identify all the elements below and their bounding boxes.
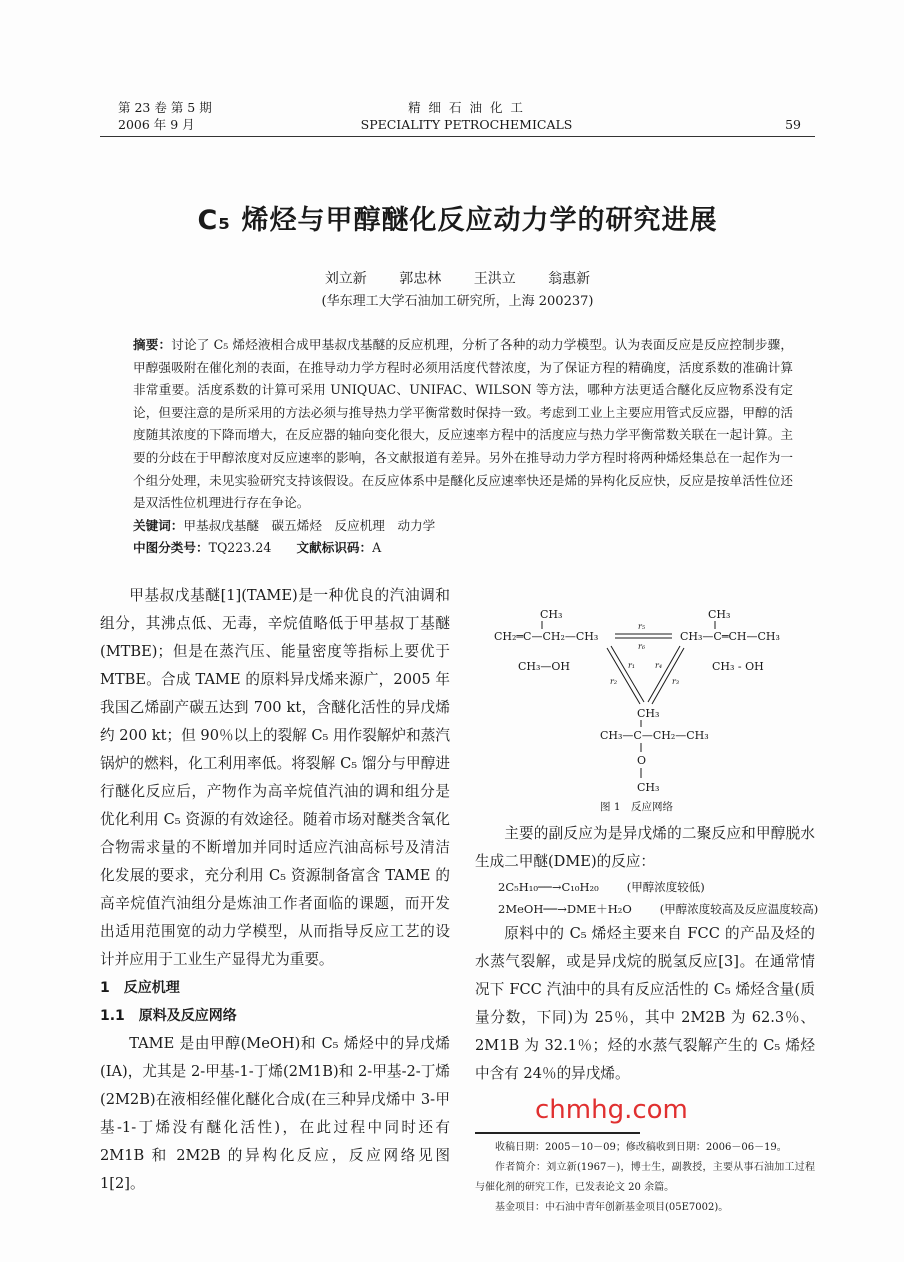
m1-methyl: CH₃: [540, 607, 563, 621]
abstract-label: 摘要：: [133, 337, 172, 352]
abstract: [133, 334, 793, 560]
section-heading: 1 反应机理: [100, 979, 180, 996]
equation-2: 2MeOH──→DME＋H₂O: [498, 901, 632, 916]
equation-1: 2C₅H₁₀──→C₁₀H₂₀: [498, 879, 599, 894]
intro-paragraph: 甲基叔戊基醚[1](TAME)是一种优良的汽油调和组分，其沸点低、无毒，辛烷值略低于甲基叔丁基醚(MTBE)；但是在蒸汽压、能量密度等指标上要优于 MTBE。合成 TAME 的原料异戊烯来源广，2005 年我国乙烯副产碳五达到 700 kt，含醚化活性的异戊烯约 200 kt；但 90％以上的裂解 C₅ 用作裂解炉和蒸汽锅炉的燃料，化工利用率低。将裂解 C₅ 馏分与甲醇进行醚化反应后，产物作为高辛烷值汽油的调和组分是优化利用 C₅ 资源的有效途径。随着市场对醚类含氧化合物需求量的不断增加并同时适应汽油高标号及清洁化发展的要求，充分利用 C₅ 资源制备富含 TAME 的高辛烷值汽油组分是炼油工作者面临的课题，而开发出适用范围宽的动力学模型，从而指导反应工艺的设计并应用于工业生产显得尤为重要。: [100, 586, 450, 968]
equation-dme: [475, 898, 819, 920]
issue-info: [100, 99, 318, 133]
abstract-text: 讨论了 C₅ 烯烃液相合成甲基叔戊基醚的反应机理，分析了各种的动力学模型。认为表面反应是反应控制步骤，甲醇强吸附在催化剂的表面，在推导动力学方程时必须用活度代替浓度，为了保证方程的精确度，活度系数的准确计算非常重要。活度系数的计算可采用 UNIQUAC、UNIFAC、WILSON 等方法，哪种方法更适合醚化反应物系没有定论，但要注意的是所采用的方法必须与推导热力学平衡常数时保持一致。考虑到工业上主要应用管式反应器，甲醇的活度随其浓度的下降而增大，在反应器的轴向变化很大，反应速率方程中的活度应与热力学平衡常数关联在一起计算。主要的分歧在于甲醇浓度对反应速率的影响，各文献报道有差异。另外在推导动力学方程时将两种烯烃集总在一起作为一个组分处理，未见实验研究支持该假设。在反应体系中是醚化反应速率快还是烯的异构化反应快，反应是按单活性位还是双活性位机理进行存在争论。: [133, 337, 793, 511]
clc-label: 中图分类号：: [133, 540, 209, 556]
journal-name: [361, 99, 573, 133]
methoxy-methyl: CH₃: [637, 780, 660, 794]
fund-info: 基金项目：中石油中青年创新基金项目(05E7002)。: [495, 1201, 729, 1213]
keywords: 甲基叔戊基醚 碳五烯烃 反应机理 动力学: [183, 517, 436, 533]
molecule-2m1b: CH₂═C—CH₂—CH₃: [494, 629, 599, 643]
feedstock-paragraph: 原料中的 C₅ 烯烃主要来自 FCC 的产品及烃的水蒸气裂解，或是异戊烷的脱氢反应[3]。在通常情况下 FCC 汽油中的具有反应活性的 C₅ 烯烃含量(质量分数，下同)为 25％，其中 2M2B 为 62.3％、2M1B 为 32.1％；烃的水蒸气裂解产生的 C₅ 烯烃中含有 24％的异戊烯。: [475, 924, 815, 1082]
right-column: [475, 582, 819, 1218]
running-header: [100, 99, 815, 137]
page-number: 59: [785, 117, 801, 132]
molecule-2m2b: CH₃—C═CH—CH₃: [680, 629, 780, 643]
doc-code-label: 文献标识码：: [296, 540, 373, 556]
footnotes: [475, 1138, 815, 1218]
clc-number: TQ223.24: [208, 540, 272, 556]
rate-r5: r₅: [638, 621, 646, 631]
equation-2-note: (甲醇浓度较高及反应温度较高): [659, 901, 819, 916]
affiliation: (华东理工大学石油加工研究所，上海 200237): [321, 294, 594, 309]
side-reaction-paragraph: 主要的副反应为是异戊烯的二聚反应和甲醇脱水生成二甲醚(DME)的反应：: [475, 824, 815, 870]
methanol-right: CH₃ - OH: [712, 659, 764, 673]
paper-title: C₅ 烯烃与甲醇醚化反应动力学的研究进展: [197, 205, 718, 236]
reaction-network-figure: [480, 596, 810, 816]
rate-r1: r₁: [628, 660, 636, 670]
equation-1-note: (甲醇浓度较低): [626, 879, 705, 894]
rate-r3: r₃: [672, 676, 680, 686]
ether-oxygen: O: [637, 753, 647, 767]
rate-r6: r₆: [638, 641, 646, 651]
rate-r4: r₄: [655, 660, 663, 670]
figure-caption: 图 1 反应网络: [600, 800, 674, 813]
tame-methyl: CH₃: [637, 706, 660, 720]
authors: 刘立新 郭忠林 王洪立 翁惠新: [324, 271, 591, 287]
equation-dimerization: [475, 876, 815, 898]
volume: 第 23 卷 第 5 期: [118, 100, 212, 115]
molecule-tame: CH₃—C—CH₂—CH₃: [600, 728, 709, 742]
doc-code: A: [372, 540, 382, 556]
author-bio: 作者简介：刘立新(1967－)，博士生，副教授，主要从事石油加工过程与催化剂的研究工作，已发表论文 20 余篇。: [475, 1161, 815, 1193]
body-paragraph: TAME 是由甲醇(MeOH)和 C₅ 烯烃中的异戊烯(IA)，尤其是 2-甲基-1-丁烯(2M1B)和 2-甲基-2-丁烯(2M2B)在液相经催化醚化合成(在三种异戊烯中 3-甲基-1-丁烯没有醚化活性)，在此过程中同时还有 2M1B 和 2M2B 的异构化反应，反应网络见图 1[2]。: [100, 1034, 450, 1192]
body-columns: [100, 582, 819, 1218]
journal-cn: 精 细 石 油 化 工: [408, 100, 525, 115]
journal-en: SPECIALITY PETROCHEMICALS: [360, 117, 573, 132]
keywords-label: 关键词：: [133, 517, 184, 533]
methanol-left: CH₃—OH: [518, 659, 571, 673]
subsection-heading: 1.1 原料及反应网络: [100, 1007, 237, 1024]
issue-date: 2006 年 9 月: [118, 117, 195, 132]
left-column: [100, 582, 450, 1218]
rate-r2: r₂: [610, 676, 618, 686]
watermark: chmhg.com: [535, 1094, 688, 1125]
footnote-rule: [475, 1132, 640, 1134]
received-date: 收稿日期：2005－10－09；修改稿收到日期：2006－06－19。: [495, 1141, 787, 1153]
m2-methyl: CH₃: [708, 607, 731, 621]
